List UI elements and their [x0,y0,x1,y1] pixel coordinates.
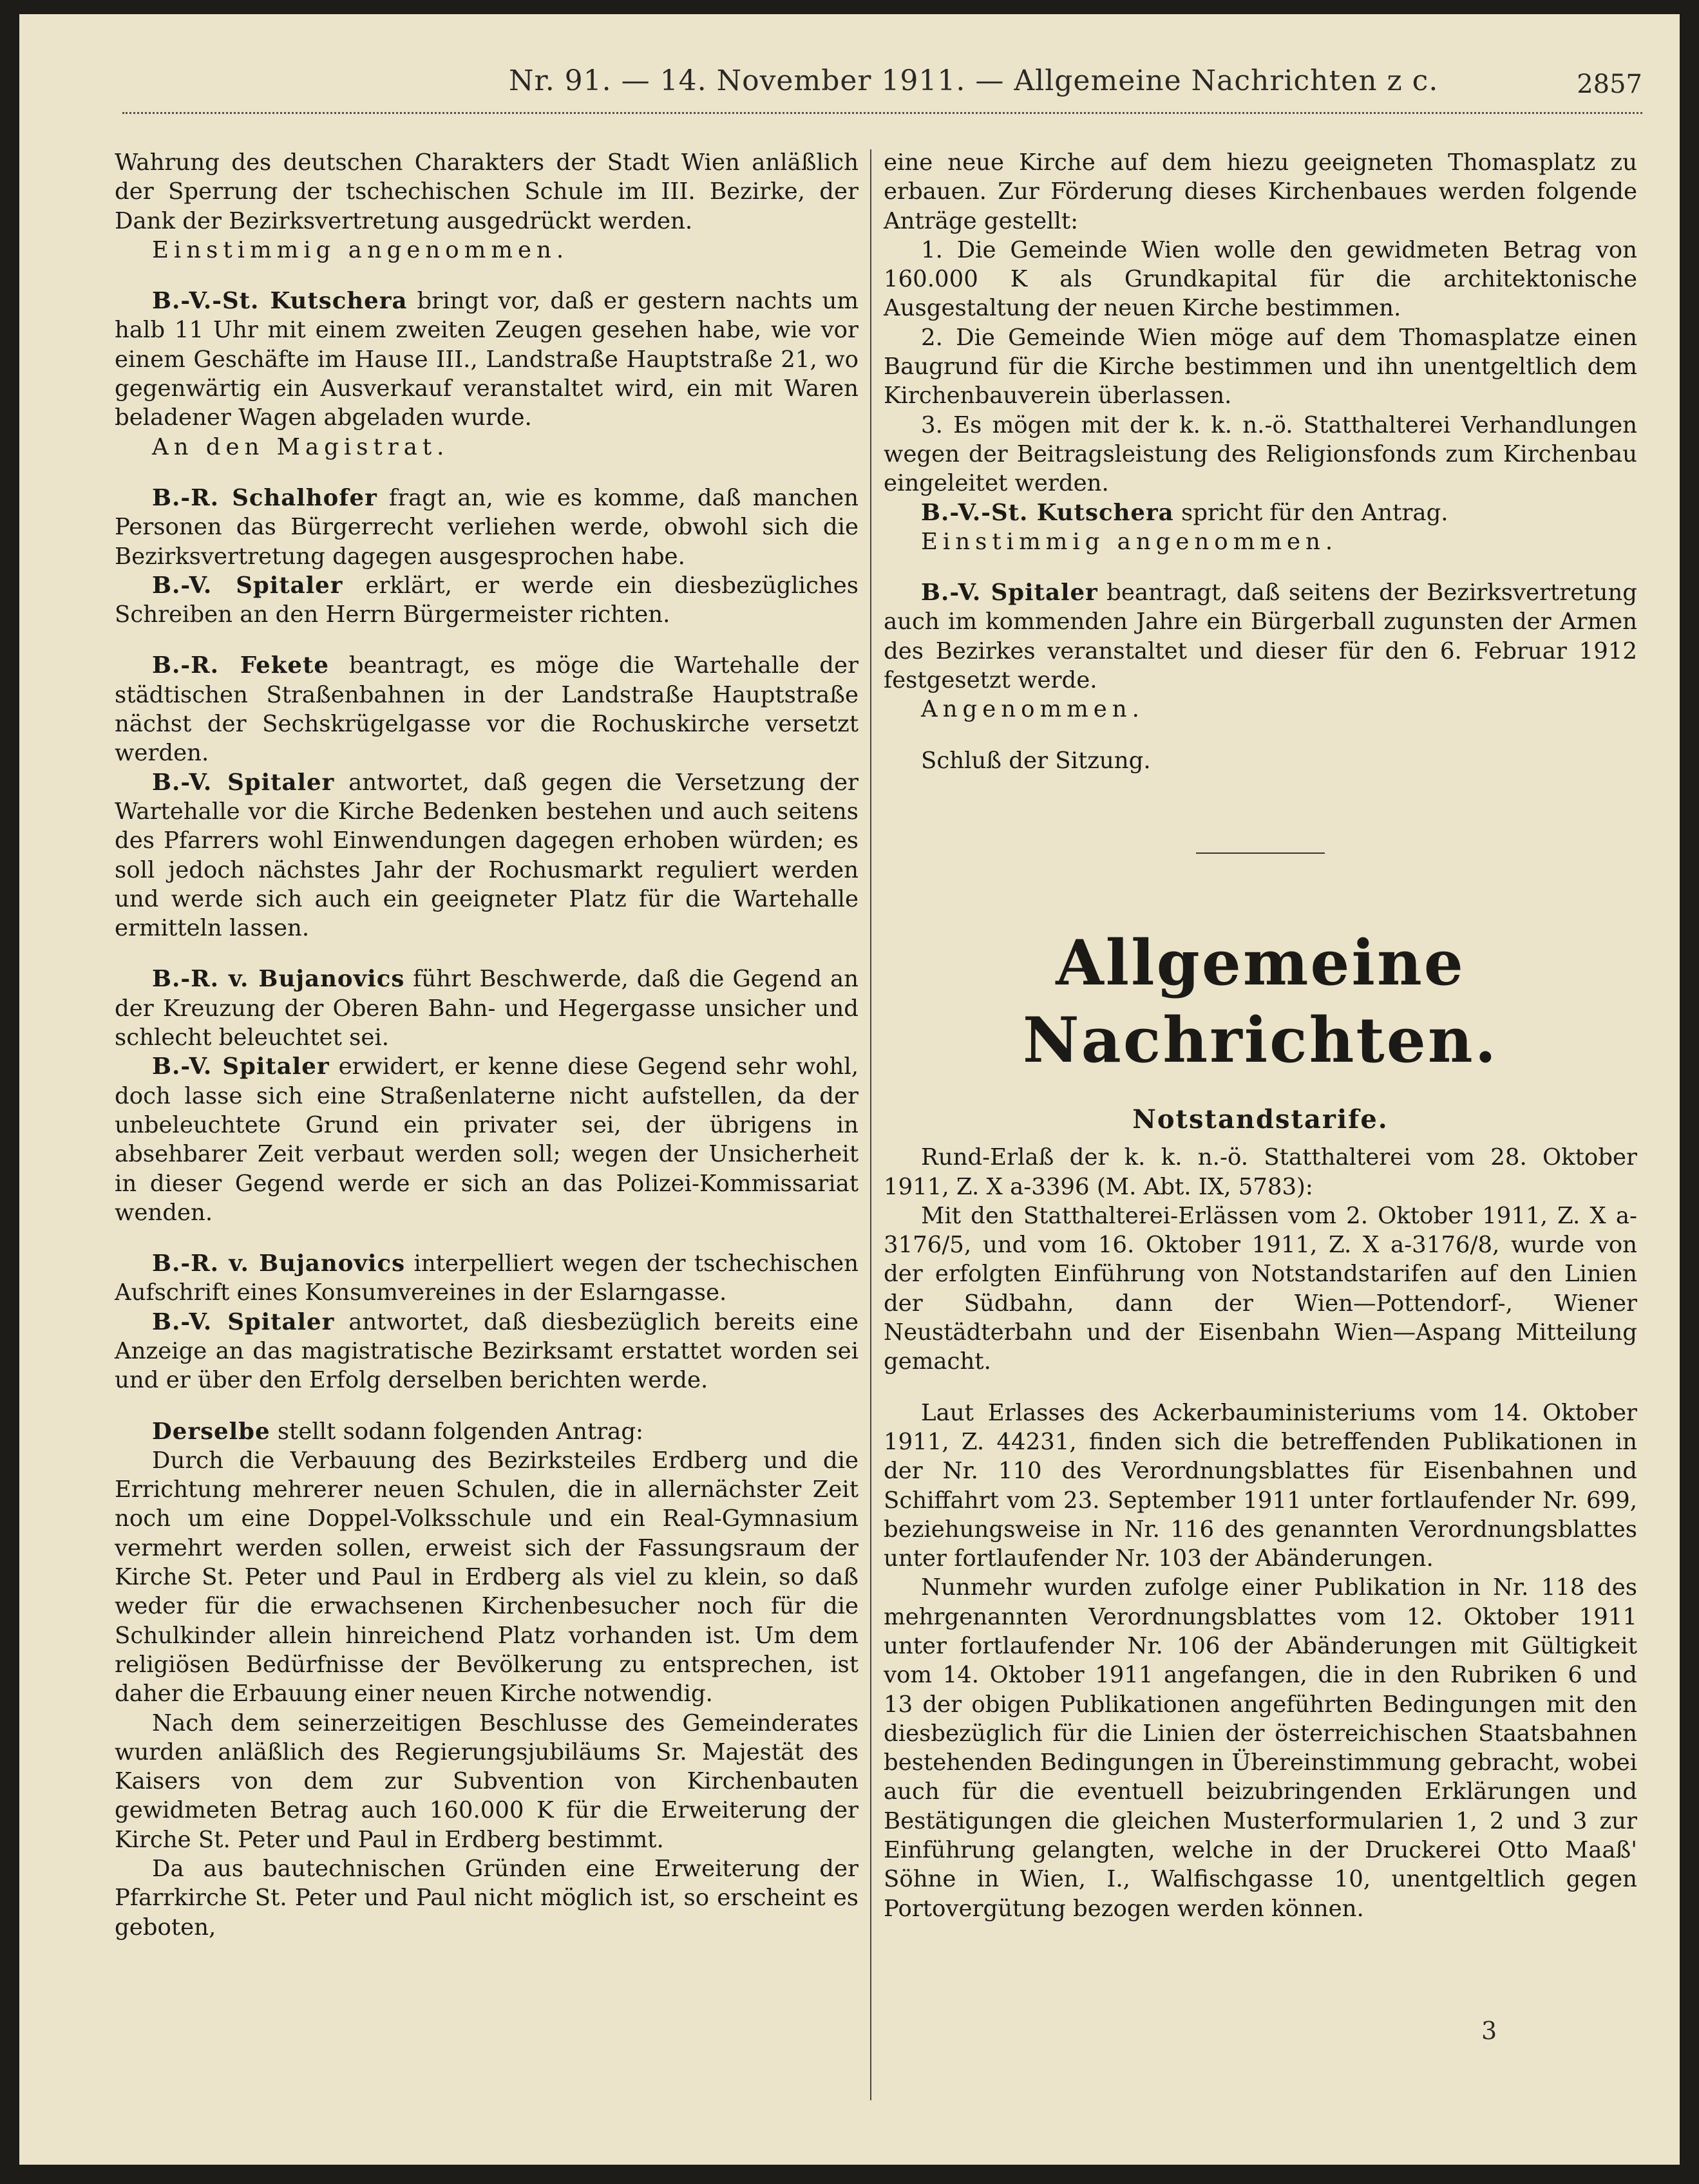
speaker: B.-R. v. Bujanovics [152,1250,406,1277]
newspaper-page [19,14,1680,2165]
resolution-line: Angenommen. [921,696,1144,723]
paragraph: Nunmehr wurden zufolge einer Publikation in Nr. 118 des mehrgenannten Verordnungsblattes vom 12. Oktober 1911 unter fortlaufender Nr. 106 der Abänderungen mit Gültigkeit vom 14. Oktober 1911 angefangen, die in den Rubriken 6 und 13 der obigen Publikationen angeführten Bedingungen mit den diesbezüglich für die Linien der österreichischen Staatsbahnen bestehenden Bedingungen in Übereinstimmung gebracht, wobei auch für die eventuell beizubringenden Erklärungen und Bestätigungen die gleichen Musterformularien 1, 2 und 3 zur Einführung gelangten, welche in der Druckerei Otto Maaß' Söhne in Wien, I., Walfischgasse 10, unentgeltlich gegen Portovergütung bezogen werden können. [884,1574,1637,1922]
paragraph: Nach dem seinerzeitigen Beschlusse des Gemeinderates wurden anläßlich des Regierungsjubiläums Sr. Majestät des Kaisers von dem zur Subvention von Kirchenbauten gewidmeten Betrag auch 160.000 K für die Erweiterung der Kirche St. Peter und Paul in Erdberg bestimmt. [115,1709,859,1853]
paragraph: B.-V. Spitaler erklärt, er werde ein diesbezügliches Schreiben an den Herrn Bürgermeister richten. [115,572,859,628]
closing-line: Schluß der Sitzung. [921,747,1151,774]
paragraph: Wahrung des deutschen Charakters der Stadt Wien anläßlich der Sperrung der tschechischen Schule im III. Bezirke, der Dank der Bezirksvertretung ausgedrückt werden. [115,149,859,234]
paragraph: B.-V. Spitaler antwortet, daß gegen die Versetzung der Wartehalle vor die Kirche Bedenken bestehen und auch seitens des Pfarrers wohl Einwendungen dagegen erhoben würden; es soll jedoch nächstes Jahr der Rochusmarkt reguliert werden und werde sich auch ein geeigneter Platz für die Wartehalle ermitteln lassen. [115,769,859,942]
motion-item: 2. Die Gemeinde Wien möge auf dem Thomasplatze einen Baugrund für die Kirche bestimmen und ihn unentgeltlich dem Kirchenbauverein überlassen. [884,324,1637,410]
page-header [122,53,1642,104]
speaker: B.-R. v. Bujanovics [152,966,405,993]
speaker: B.-V.-St. Kutschera [152,288,408,315]
paragraph: Rund-Erlaß der k. k. n.-ö. Statthalterei vom 28. Oktober 1911, Z. X a-3396 (M. Abt. IX, 5783): [884,1144,1637,1200]
page-number: 2857 [1577,70,1642,99]
paragraph: B.-V. Spitaler antwortet, daß diesbezüglich bereits eine Anzeige an das magistratische Bezirksamt erstattet worden sei und er über den Erfolg derselben berichten werde. [115,1308,859,1394]
speaker: B.-V. Spitaler [152,1308,335,1335]
header-rule [122,112,1642,114]
header-title: Nr. 91. — 14. November 1911. — Allgemeine Nachrichten z c. [509,64,1439,97]
signature-mark: 3 [1481,2017,1497,2045]
speaker: B.-V. Spitaler [152,1053,330,1080]
paragraph: B.-V.-St. Kutschera spricht für den Antrag. [921,499,1448,526]
paragraph: B.-R. v. Bujanovics führt Beschwerde, daß die Gegend an der Kreuzung der Oberen Bahn- und Hegergasse unsicher und schlecht beleuchtet sei. [115,966,859,1051]
paragraph: B.-R. Fekete beantragt, es möge die Wartehalle der städtischen Straßenbahnen in der Landstraße Hauptstraße nächst der Sechskrügelgasse vor die Rochuskirche versetzt werden. [115,652,859,767]
paragraph: B.-R. Schalhofer fragt an, wie es komme, daß manchen Personen das Bürgerrecht verliehen werde, obwohl sich die Bezirksvertretung dagegen ausgesprochen habe. [115,484,859,570]
paragraph: Mit den Statthalterei-Erlässen vom 2. Oktober 1911, Z. X a-3176/5, und vom 16. Oktober 1911, Z. X a-3176/8, wurde von der erfolgten Einführung von Notstandstarifen auf den Linien der Südbahn, dann der Wien—Pottendorf-, Wiener Neustädterbahn und der Eisenbahn Wien—Aspang Mitteilung gemacht. [884,1202,1637,1375]
right-column [884,148,1637,1923]
speaker: B.-V. Spitaler [152,572,343,599]
paragraph: Da aus bautechnischen Gründen eine Erweiterung der Pfarrkirche St. Peter und Paul nicht möglich ist, so erscheint es geboten, [115,1856,859,1941]
resolution-line: An den Magistrat. [152,433,450,460]
speaker: B.-R. Schalhofer [152,484,377,511]
left-column [115,148,859,1942]
speaker: B.-R. Fekete [152,652,329,679]
section-title: Allgemeine Nachrichten. [1022,926,1499,1077]
paragraph: Laut Erlasses des Ackerbauministeriums vom 14. Oktober 1911, Z. 44231, finden sich die betreffenden Publikationen in der Nr. 110 des Verordnungsblattes für Eisenbahnen und Schiffahrt vom 23. September 1911 unter fortlaufender Nr. 699, beziehungsweise in Nr. 116 des genannten Verordnungsblattes unter fortlaufender Nr. 103 der Abänderungen. [884,1399,1637,1572]
speaker: B.-V.-St. Kutschera [921,499,1174,526]
paragraph: B.-V.-St. Kutschera bringt vor, daß er gestern nachts um halb 11 Uhr mit einem zweiten Zeugen gesehen habe, wie vor einem Geschäfte im Hause III., Landstraße Hauptstraße 21, wo gegenwärtig ein Ausverkauf veranstaltet wird, ein mit Waren beladener Wagen abgeladen wurde. [115,288,859,431]
paragraph: Durch die Verbauung des Bezirksteiles Erdberg und die Errichtung mehrerer neuen Schulen, die in allernächster Zeit noch um eine Doppel-Volksschule und ein Real-Gymnasium vermehrt werden sollen, erweist sich der Fassungsraum der Kirche St. Peter und Paul in Erdberg als viel zu klein, so daß weder für die erwachsenen Kirchenbesucher noch für die Schulkinder allein hinreichend Platz vorhanden ist. Um dem religiösen Bedürfnisse der Bevölkerung zu entsprechen, ist daher die Erbauung einer neuen Kirche notwendig. [115,1447,859,1708]
article-subheading: Notstandstarife. [1132,1104,1389,1134]
paragraph: B.-V. Spitaler erwidert, er kenne diese Gegend sehr wohl, doch lasse sich eine Straßenlaterne nicht aufstellen, da der unbeleuchtete Grund ein privater sei, der übrigens in absehbarer Zeit verbaut werden soll; wegen der Unsicherheit in dieser Gegend werde er sich an das Polizei-Kommissariat wenden. [115,1053,859,1226]
column-divider [870,149,871,2100]
speaker: B.-V. Spitaler [921,579,1098,607]
paragraph: B.-V. Spitaler beantragt, daß seitens der Bezirksvertretung auch im kommenden Jahre ein Bürgerball zugunsten der Armen des Bezirkes veranstaltet und dieser für den 6. Februar 1912 festgesetzt werde. [884,579,1637,694]
resolution-line: Einstimmig angenommen. [152,236,569,263]
paragraph: B.-R. v. Bujanovics interpelliert wegen der tschechischen Aufschrift eines Konsumvereines in der Eslarngasse. [115,1250,859,1306]
paragraph: Derselbe stellt sodann folgenden Antrag: [152,1418,644,1445]
resolution-line: Einstimmig angenommen. [921,528,1338,555]
paragraph: eine neue Kirche auf dem hiezu geeigneten Thomasplatz zu erbauen. Zur Förderung dieses Kirchenbaues werden folgende Anträge gestellt: [884,149,1637,234]
motion-item: 1. Die Gemeinde Wien wolle den gewidmeten Betrag von 160.000 K als Grundkapital für die architektonische Ausgestaltung der neuen Kirche bestimmen. [884,236,1637,322]
speaker: Derselbe [152,1418,271,1445]
section-divider [1196,852,1325,854]
motion-item: 3. Es mögen mit der k. k. n.-ö. Statthalterei Verhandlungen wegen der Beitragsleistung des Religionsfonds zum Kirchenbau eingeleitet werden. [884,411,1637,497]
speaker: B.-V. Spitaler [152,769,335,796]
